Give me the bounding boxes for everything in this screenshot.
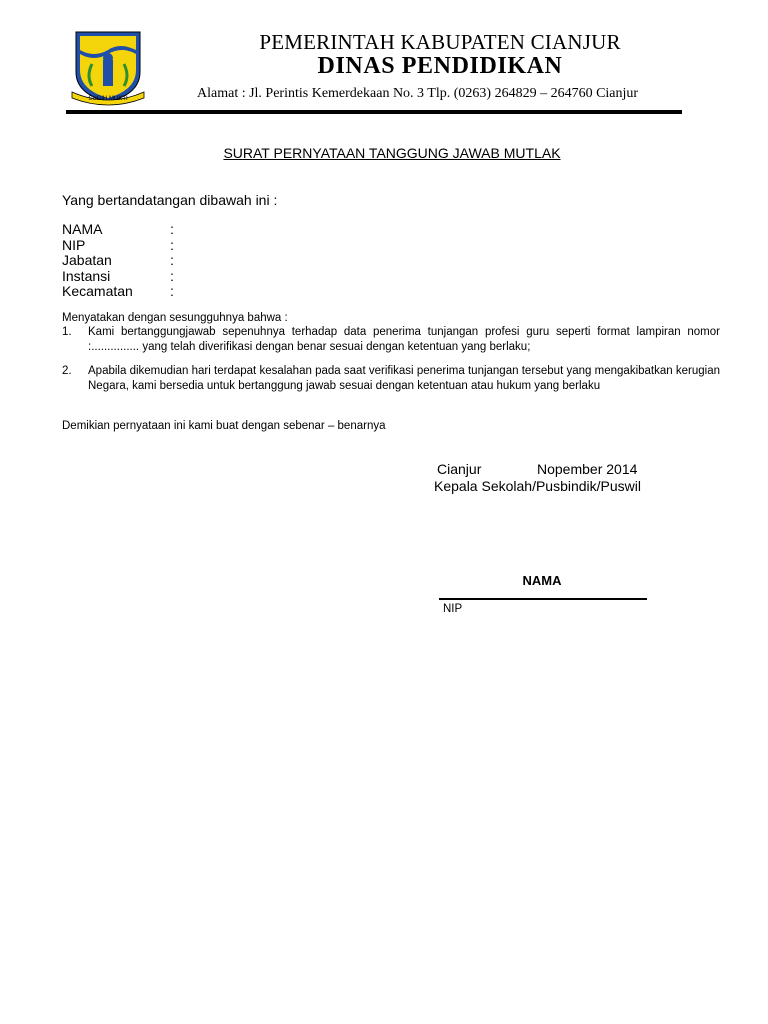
field-label: Jabatan (62, 252, 112, 268)
signature-position: Kepala Sekolah/Pusbindik/Puswil (434, 478, 642, 494)
item-number: 2. (62, 365, 72, 377)
item-text: Apabila dikemudian hari terdapat kesalahan pada saat verifikasi penerima tunjangan tersebut yang mengakibatkan kerugian Negara, kami bersedia untuk bertanggung jawab sesuai dengan ketentuan atau hukum yang berlaku (88, 365, 720, 392)
intro-text: Yang bertandatangan dibawah ini : (62, 192, 278, 208)
identity-fields (62, 222, 262, 300)
signatory-name: NAMA (522, 573, 562, 588)
field-row-instansi (62, 269, 262, 285)
field-colon: : (170, 221, 174, 237)
field-label: NAMA (62, 221, 103, 237)
cianjur-regency-logo (70, 28, 146, 106)
item-number: 1. (62, 326, 72, 338)
agency-address: Alamat : Jl. Perintis Kemerdekaan No. 3 Tlp. (0263) 264829 – 264760 Cianjur (197, 86, 639, 101)
logo-motto: SUGIH MUKTI (88, 96, 128, 102)
field-colon: : (170, 267, 174, 284)
signature-line (439, 598, 647, 600)
letterhead-divider (66, 110, 682, 114)
agency-name: DINAS PENDIDIKAN (317, 53, 563, 79)
field-row-nip (62, 238, 262, 254)
field-colon: : (170, 252, 174, 268)
field-label: Instansi (62, 267, 111, 284)
field-row-nama (62, 222, 262, 238)
signature-place: Cianjur (437, 461, 482, 477)
field-row-kecamatan (62, 284, 262, 300)
item-text: Kami bertanggungjawab sepenuhnya terhadap data penerima tunjangan profesi guru seperti format lampiran nomor :............... yang telah diverifikasi dengan benar sesuai dengan ketentuan yang berlaku; (88, 326, 720, 353)
statement-item (62, 325, 720, 354)
field-colon: : (170, 283, 174, 299)
field-label: Kecamatan (62, 283, 133, 299)
statement-item (62, 364, 720, 393)
field-label: NIP (62, 236, 86, 253)
government-name: PEMERINTAH KABUPATEN CIANJUR (259, 30, 621, 54)
signature-date: Nopember 2014 (537, 461, 638, 477)
field-colon: : (170, 236, 174, 253)
document-title: SURAT PERNYATAAN TANGGUNG JAWAB MUTLAK (223, 145, 561, 161)
statement-intro: Menyatakan dengan sesungguhnya bahwa : (62, 312, 288, 324)
closing-text: Demikian pernyataan ini kami buat dengan sebenar – benarnya (62, 420, 386, 432)
field-row-jabatan (62, 253, 262, 269)
signatory-nip-label: NIP (443, 603, 463, 615)
